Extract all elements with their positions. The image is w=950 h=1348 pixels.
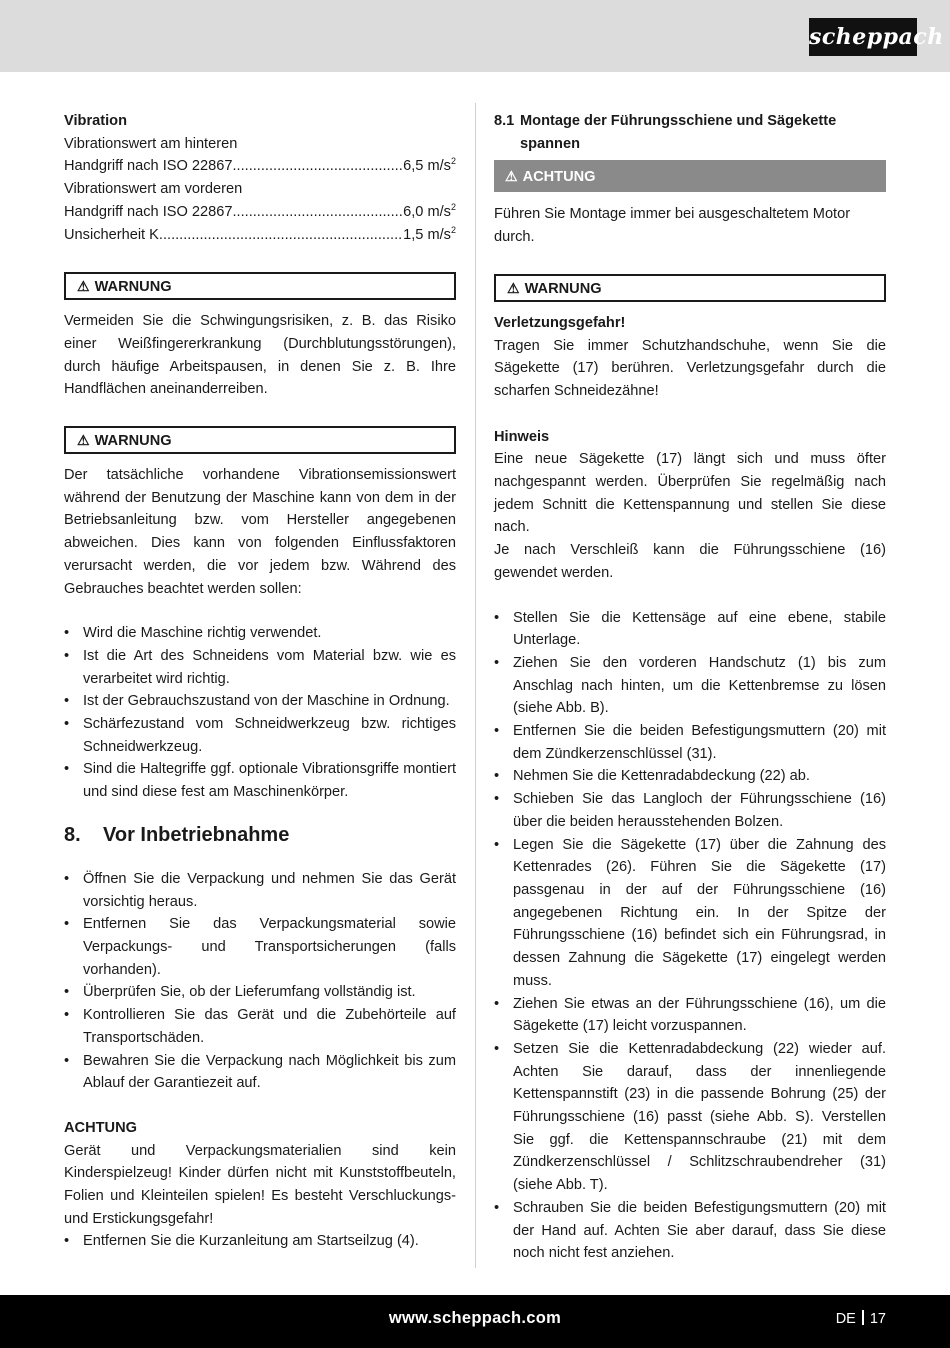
- section-heading: 8. Vor Inbetriebnahme: [64, 823, 290, 846]
- list-item: • Stellen Sie die Kettensäge auf eine ebene, stabile Unterlage.: [494, 607, 886, 652]
- hinweis-text: Je nach Verschleiß kann die Führungsschiene (16) gewendet werden.: [494, 542, 886, 581]
- page-number: 17: [869, 1311, 886, 1327]
- vibration-title: Vibration: [64, 113, 127, 129]
- spec-row: Handgriff nach ISO 22867 ..... 6,0 $m/s^2$: [64, 201, 456, 224]
- spec-label: Vibrationswert am vorderen: [64, 181, 243, 198]
- list-item: • Bewahren Sie die Verpackung nach Möglichkeit bis zum Ablauf der Garantiezeit auf.: [64, 1050, 456, 1095]
- warning-triangle-icon: ⚠: [77, 278, 90, 295]
- spec-row: Unsicherheit K ..... 1,5 $m/s^2$: [64, 224, 456, 247]
- step-list: [64, 868, 456, 1095]
- footer-bar: [0, 1295, 950, 1348]
- achtung-text: Gerät und Verpackungsmaterialien sind kein Kinderspielzeug! Kinder dürfen nicht mit Kunststoffbeuteln, Folien und Kleinteilen spielen! Es besteht Verschluckungs- und Erstickungsgefahr!: [64, 1142, 456, 1227]
- achtung-text: Führen Sie Montage immer bei ausgeschaltetem Motor durch.: [494, 206, 851, 246]
- scheppach-logo: scheppach: [809, 18, 917, 56]
- achtung-box: ⚠ ACHTUNG: [494, 160, 886, 192]
- list-item: • Entfernen Sie das Verpackungsmaterial sowie Verpackungs- und Transportsicherungen (falls vorhanden).: [64, 913, 456, 981]
- warning-box: ⚠ WARNUNG: [494, 274, 886, 302]
- list-item: • Schärfezustand vom Schneidwerkzeug bzw. richtiges Schneidwerkzeug.: [64, 713, 456, 758]
- list-item: • Schieben Sie das Langloch der Führungsschiene (16) über die beiden herausstehenden Bolzen.: [494, 788, 886, 833]
- warning-triangle-icon: ⚠: [507, 279, 520, 296]
- hinweis-title: Hinweis: [494, 428, 550, 445]
- warning-box: ⚠ WARNUNG: [64, 426, 456, 454]
- step-list: [494, 607, 886, 1265]
- list-item: • Überprüfen Sie, ob der Lieferumfang vollständig ist.: [64, 981, 456, 1004]
- subsection-heading: 8.1 Montage der Führungsschiene und Sägekette spannen: [494, 113, 837, 152]
- achtung-title: ACHTUNG: [64, 1119, 137, 1136]
- list-item: • Ziehen Sie etwas an der Führungsschiene (16), um die Sägekette (17) leicht vorzuspannen.: [494, 993, 886, 1038]
- factor-list: [64, 622, 456, 804]
- language-code: DE: [835, 1311, 856, 1327]
- page-indicator: [836, 1295, 886, 1343]
- spec-label: Vibrationswert am hinteren: [64, 135, 238, 152]
- list-item: • Sind die Haltegriffe ggf. optionale Vibrationsgriffe montiert und sind diese fest am Maschinenkörper.: [64, 758, 456, 803]
- list-item: • Legen Sie die Sägekette (17) über die Zahnung des Kettenrades (26). Führen Sie die Sägekette (17) passgenau in der auf der Führungsschiene (16) angegebenen Richtung ein. In der Spitze der Führungsschiene (16) befindet sich ein Führungsrad, in dessen Zahnung die Sägekette (17) eingelegt werden muss.: [494, 834, 886, 993]
- hinweis-text: Eine neue Sägekette (17) längt sich und muss öfter nachgespannt werden. Überprüfen Sie regelmäßig nach jedem Schnitt die Kettenspannung und stellen Sie diese nach.: [494, 451, 886, 536]
- warning-text: Vermeiden Sie die Schwingungsrisiken, z. B. das Risiko einer Weißfingererkrankung (Durchblutungsstörungen), durch häufige Arbeitspausen, in denen Sie z. B. Ihre Handflächen aneinanderreiben.: [64, 313, 456, 398]
- header-bar: [0, 0, 950, 72]
- warning-text: Der tatsächliche vorhandene Vibrationsemissionswert während der Benutzung der Maschine kann von dem in der Betriebsanleitung bzw. vom Hersteller angegebenen abweichen. Dies kann von folgenden Einflussfaktoren verursacht werden, die vor jedem bzw. Während des Gebrauches beachtet werden sollen:: [64, 467, 456, 597]
- achtung-list: [64, 1230, 456, 1253]
- list-item: • Kontrollieren Sie das Gerät und die Zubehörteile auf Transportschäden.: [64, 1004, 456, 1049]
- warning-title: Verletzungsgefahr!: [494, 314, 626, 331]
- list-item: • Nehmen Sie die Kettenradabdeckung (22) ab.: [494, 765, 886, 788]
- list-item: • Schrauben Sie die beiden Befestigungsmuttern (20) mit der Hand auf. Achten Sie aber darauf, dass Sie diese noch nicht fest anziehen.: [494, 1197, 886, 1265]
- warning-box: ⚠ WARNUNG: [64, 272, 456, 300]
- list-item: • Setzen Sie die Kettenradabdeckung (22) wieder auf. Achten Sie darauf, dass der innenliegende Kettenspannstift (23) in die passende Bohrung (25) der Führungsschiene (16) passt (siehe Abb. S). Verstellen Sie ggf. die Kettenspannschraube (21) mit dem Zündkerzenschlüssel / Schlitzschraubendreher (31) (siehe Abb. T).: [494, 1038, 886, 1197]
- column-divider: [475, 103, 476, 1268]
- warning-text: Tragen Sie immer Schutzhandschuhe, wenn Sie die Sägekette (17) berühren. Verletzungsgefahr durch die scharfen Schneidezähne!: [494, 337, 886, 399]
- warning-triangle-icon: ⚠: [505, 168, 518, 185]
- list-item: • Ist die Art des Schneidens vom Material bzw. wie es verarbeitet wird richtig.: [64, 645, 456, 690]
- website-link[interactable]: www.scheppach.com: [388, 1309, 562, 1327]
- list-item: • Öffnen Sie die Verpackung und nehmen Sie das Gerät vorsichtig heraus.: [64, 868, 456, 913]
- list-item: • Entfernen Sie die Kurzanleitung am Startseilzug (4).: [64, 1230, 456, 1253]
- warning-triangle-icon: ⚠: [77, 432, 90, 449]
- right-column: [494, 110, 886, 1265]
- list-item: • Ziehen Sie den vorderen Handschutz (1) bis zum Anschlag nach hinten, um die Kettenbremse zu lösen (siehe Abb. B).: [494, 652, 886, 720]
- list-item: • Ist der Gebrauchszustand von der Maschine in Ordnung.: [64, 690, 456, 713]
- spec-row: Handgriff nach ISO 22867 ..... 6,5 $m/s^2$: [64, 155, 456, 178]
- list-item: • Wird die Maschine richtig verwendet.: [64, 622, 456, 645]
- left-column: [64, 110, 456, 1253]
- list-item: • Entfernen Sie die beiden Befestigungsmuttern (20) mit dem Zündkerzenschlüssel (31).: [494, 720, 886, 765]
